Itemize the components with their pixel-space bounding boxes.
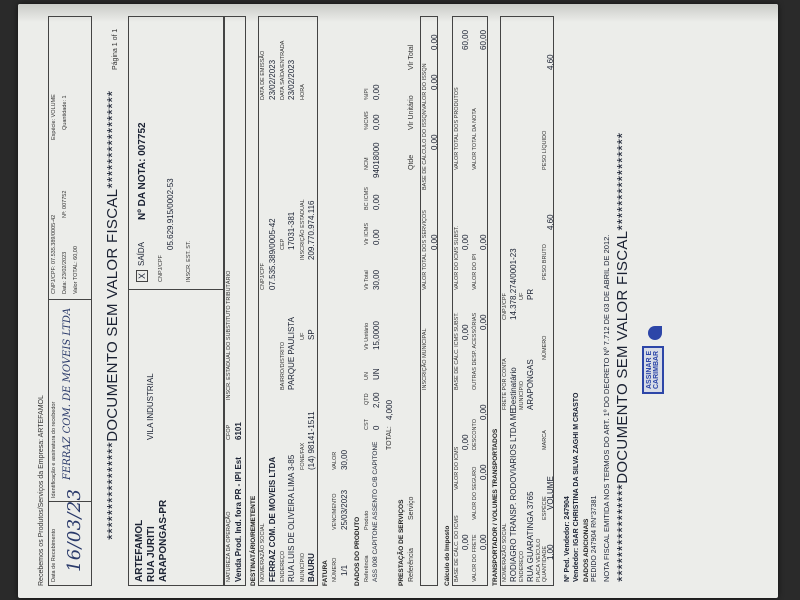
transp-pl-label: PESO LÍQUIDO <box>542 130 548 170</box>
receipt-date-label: Data de Recebimento <box>51 528 57 582</box>
imposto-v-icms-label: VALOR DO ICMS <box>454 446 460 490</box>
stamp-line2: CARIMBAR <box>653 350 660 389</box>
transp-mun-label: MUNICÍPIO <box>519 380 525 410</box>
transp-end-label: ENDEREÇO <box>519 550 525 582</box>
transp-esp: VOLUME <box>546 476 555 510</box>
produto-qtd: 2,00 <box>372 392 381 408</box>
produto-icms-label: Vlr ICMS <box>364 223 370 245</box>
adic-title: DADOS ADICIONAIS <box>583 518 590 582</box>
issuer-divider <box>128 289 224 290</box>
transp-uf-label: UF <box>519 292 525 300</box>
imposto-title: Cálculo do Imposto <box>444 525 451 586</box>
fatura-valor-label: VALOR <box>332 451 338 470</box>
produto-bc: 0,00 <box>372 194 381 210</box>
produto-qtd-label: QTD <box>364 393 370 405</box>
transp-pb: 4,60 <box>546 214 555 230</box>
servicos-bc-iss-label: BASE DE CÁLCULO DO ISSQN <box>422 110 428 190</box>
imposto-v-prod-label: VALOR TOTAL DOS PRODUTOS <box>454 87 460 170</box>
dest-hora-label: HORA <box>300 84 306 100</box>
receipt-nf: Nº: 007752 <box>62 190 68 218</box>
dest-end-label: ENDEREÇO <box>280 550 286 582</box>
produto-title: DADOS DO PRODUTO <box>354 516 361 586</box>
stamp-pin-icon <box>648 326 662 340</box>
transp-mun: ARAPONGAS <box>526 359 535 410</box>
imposto-bc-st: 0,00 <box>461 324 470 340</box>
imposto-seguro-label: VALOR DO SEGURO <box>472 466 478 520</box>
receipt-header: Recebemos os Produtos/Serviços da Empresa: ARTEFAMOL <box>38 395 45 586</box>
imposto-outras: 0,00 <box>479 314 488 330</box>
imposto-desc: 0,00 <box>479 404 488 420</box>
imposto-v-st-label: VALOR DO ICMS SUBST. <box>454 225 460 290</box>
natureza-label: NATUREZA DA OPERAÇÃO <box>226 511 232 582</box>
adic-ped: Nº Ped. Vendedor: 247904 <box>564 496 571 582</box>
servicos-insc-label: INSCRIÇÃO MUNICIPAL <box>422 328 428 390</box>
dest-end: RUA LUIS DE OLIVEIRA LIMA 3-85 <box>287 454 296 582</box>
transp-marca-label: MARCA <box>542 430 548 450</box>
dest-cep-label: CEP <box>280 238 286 250</box>
servicos-vtot-serv: 0,00 <box>430 234 439 250</box>
produto-ncm: 94018000 <box>372 142 381 178</box>
adic-banner: ****************DOCUMENTO SEM VALOR FISCAL**************** <box>614 132 631 582</box>
transp-frete-label: FRETE POR CONTA <box>502 358 508 410</box>
produto-vun-label: Vlr Unitário <box>364 322 370 350</box>
receipt-quantidade: Quantidade: 1 <box>62 95 68 130</box>
imposto-v-ipi-label: VALOR DO IPI <box>472 253 478 290</box>
cfop-value: 6101 <box>234 422 243 440</box>
transp-name: RODIAGRO TRANSP. RODOVIARIOS LTDA ME <box>509 408 518 582</box>
servicos-bc-iss: 0,00 <box>430 134 439 150</box>
invoice-paper <box>18 4 778 598</box>
imposto-bc-icms: 0,00 <box>461 534 470 550</box>
imposto-bc-icms-label: BASE DE CÁLC. DO ICMS <box>454 515 460 582</box>
imposto-v-icms: 0,00 <box>461 434 470 450</box>
adic-vend: Vendedor: IGAR CHRISTINA DA SILVA ZAGHI M CRASTO <box>573 392 580 582</box>
receipt-date-value: 16/03/23 <box>64 488 85 572</box>
adic-line1: PEDIDO 247904 RN°37381 <box>591 495 598 582</box>
servicos-ref-label: Referência <box>408 548 415 582</box>
sign-stamp <box>642 346 664 394</box>
produto-ref-label: Referência <box>364 555 370 582</box>
saida-label: SAÍDA <box>137 241 146 266</box>
dest-saida-label: DATA SAÍDA/ENTRADA <box>280 40 286 100</box>
servicos-title: PRESTAÇÃO DE SERVIÇOS <box>398 499 405 586</box>
issuer-city: ARAPONGAS-PR <box>158 499 169 582</box>
produto-cst-label: CST <box>364 419 370 430</box>
fatura-venc-label: VENCIMENTO <box>332 493 338 530</box>
adic-line2: NOTA FISCAL EMITIDA NOS TERMOS DO ART. 1º DO DECRETO Nº 7.712 DE 03 DE ABRIL DE 2012. <box>602 234 611 582</box>
dest-bairro: PARQUE PAULISTA <box>287 317 296 390</box>
dest-name-label: NOME/RAZÃO SOCIAL <box>260 523 266 582</box>
dest-fone-label: FONE/FAX <box>300 442 306 470</box>
servicos-vtot-label: Vlr Total <box>408 44 415 70</box>
ie-sub-label: INSCR. ESTADUAL DO SUBSTITUTO TRIBUTÁRIO <box>226 270 232 400</box>
produto-vtot-label: Vlr Total <box>364 270 370 290</box>
produto-total-label: TOTAL: <box>386 426 393 450</box>
issuer-name: ARTEFAMOL <box>134 519 145 582</box>
produto-vtot: 30,00 <box>372 269 381 290</box>
fatura-num-label: NÚMERO <box>332 557 338 582</box>
stamp-line1: ASSINAR E <box>646 350 653 389</box>
nota-cnpj-label: CNPJ/CPF <box>158 255 164 282</box>
page-number: Página 1 of 1 <box>112 28 119 70</box>
produto-total: 4,000 <box>385 399 394 420</box>
receipt-sign-value: FERRAZ COM. DE MOVEIS LTDA <box>62 307 73 480</box>
produto-ipi: 0,00 <box>372 84 381 100</box>
produto-un: UN <box>372 368 381 380</box>
transp-placa-label: PLACA VEÍCULO <box>536 538 542 582</box>
imposto-v-nota-label: VALOR TOTAL DA NOTA <box>472 108 478 170</box>
dest-uf: SP <box>307 329 316 340</box>
dest-saida: 23/02/2023 <box>287 59 296 100</box>
transp-esp-label: ESPÉCIE <box>542 496 548 520</box>
imposto-desc-label: DESCONTO <box>472 418 478 450</box>
dest-name: FERRAZ COM. DE MOVEIS LTDA <box>268 456 277 582</box>
produto-icms: 0,00 <box>372 229 381 245</box>
imposto-frete: 0,00 <box>479 534 488 550</box>
transp-num-label: NÚMERO <box>542 335 548 360</box>
produto-vun: 15,0000 <box>372 321 381 350</box>
rotated-document <box>24 12 768 590</box>
servicos-vtotal: 0,00 <box>430 34 439 50</box>
transp-cnpj-label: CNPJ/CPF <box>502 293 508 320</box>
issuer-district: VILA INDUSTRIAL <box>146 373 155 440</box>
transp-end: RUA GUARATINGA 3765 <box>526 491 535 582</box>
servicos-vun-label: Vlr Unitário <box>408 95 415 130</box>
imposto-v-nota: 60,00 <box>479 29 488 50</box>
saida-checkbox: X <box>136 270 148 282</box>
dest-emissao: 23/02/2023 <box>268 59 277 100</box>
receipt-divider <box>48 501 92 502</box>
receipt-sign-label: Identificação e assinatura do recebedor <box>51 401 57 498</box>
fatura-venc: 25/03/2023 <box>340 489 349 530</box>
produto-un-label: UN <box>364 372 370 380</box>
imposto-outras-label: OUTRAS DESP. ACESSÓRIAS <box>472 312 478 390</box>
dest-bairro-label: BAIRRO/DISTRITO <box>280 341 286 390</box>
transp-pb-label: PESO BRUTO <box>542 244 548 280</box>
dest-ie: 209.770.974.116 <box>307 200 316 260</box>
fatura-valor: 30,00 <box>340 449 349 470</box>
transp-frete: Destinatário <box>509 367 518 410</box>
produto-cst: 0 <box>372 425 381 430</box>
transp-title: TRANSPORTADOR / VOLUMES TRANSPORTADOS <box>492 428 499 586</box>
imposto-seguro: 0,00 <box>479 464 488 480</box>
produto-picms: 0,00 <box>372 114 381 130</box>
transp-qtd: 1,00 <box>546 544 555 560</box>
receipt-cnpj: CNPJ/CPF: 07.535.389/0005-42 <box>51 214 57 294</box>
servicos-viss: 0,00 <box>430 74 439 90</box>
cfop-label: CFOP <box>226 424 232 440</box>
receipt-especie: Espécie: VOLUME <box>51 94 57 140</box>
produto-desc-label: Produto <box>364 510 370 530</box>
dest-cep: 17031-381 <box>287 211 296 250</box>
transp-uf: PR <box>526 288 535 300</box>
natureza-value: Venda Prod. Ind. fora PR - IPI Est <box>234 457 243 582</box>
dest-uf-label: UF <box>300 332 306 340</box>
produto-bc-label: BC ICMS <box>364 187 370 210</box>
receipt-total: Valor TOTAL: 60,00 <box>73 246 79 294</box>
fatura-num: 1/1 <box>340 564 349 576</box>
dest-mun: BAURU <box>307 553 316 582</box>
transp-cnpj: 14.378.274/0001-23 <box>509 248 518 320</box>
imposto-bc-st-label: BASE DE CÁLC. ICMS SUBST. <box>454 312 460 390</box>
dest-title: DESTINATÁRIO/REMETENTE <box>250 495 257 586</box>
servicos-serv-label: Serviço <box>408 496 415 520</box>
dest-mun-label: MUNICÍPIO <box>300 552 306 582</box>
imposto-v-st: 0,00 <box>461 234 470 250</box>
fatura-title: FATURA <box>322 560 329 586</box>
produto-ref: ASS 008 CAPITONE ASSENTO C/B CAPITONE <box>372 441 379 582</box>
transp-qtd-label: QUANTIDADE <box>542 545 548 582</box>
produto-ipi-label: %IPI <box>364 88 370 100</box>
dest-cnpj: 07.535.389/0005-42 <box>268 218 277 290</box>
issuer-street: RUA JURITI <box>146 526 157 582</box>
imposto-frete-label: VALOR DO FRETE <box>472 534 478 582</box>
no-fiscal-banner: ****************DOCUMENTO SEM VALOR FISCAL**************** <box>104 90 121 540</box>
receipt-divider-2 <box>48 299 92 300</box>
receipt-issue: Data: 23/02/2023 <box>62 251 68 294</box>
nota-numero: Nº DA NOTA: 007752 <box>137 122 148 220</box>
servicos-viss-label: VALOR DO ISSQN <box>422 63 428 110</box>
imposto-v-prod: 60,00 <box>461 29 470 50</box>
transp-pl: 4,60 <box>546 54 555 70</box>
dest-ie-label: INSCRIÇÃO ESTADUAL <box>300 199 306 260</box>
dest-emissao-label: DATA DE EMISSÃO <box>260 50 266 100</box>
imposto-v-ipi: 0,00 <box>479 234 488 250</box>
nota-ie-label: INSCR. EST. ST. <box>186 240 192 282</box>
transp-name-label: NOME/RAZÃO SOCIAL <box>502 523 508 582</box>
dest-fone: (14) 98141-1511 <box>307 411 316 470</box>
servicos-qtd-label: Qtde <box>408 154 415 170</box>
issuer-box <box>128 16 224 586</box>
servicos-vtot-serv-label: VALOR TOTAL DOS SERVIÇOS <box>422 210 428 290</box>
dest-cnpj-label: CNPJ/CPF <box>260 263 266 290</box>
nota-cnpj-value: 05.629.915/0002-53 <box>166 178 175 250</box>
produto-ncm-label: NCM <box>364 157 370 170</box>
produto-picms-label: %ICMS <box>364 111 370 130</box>
